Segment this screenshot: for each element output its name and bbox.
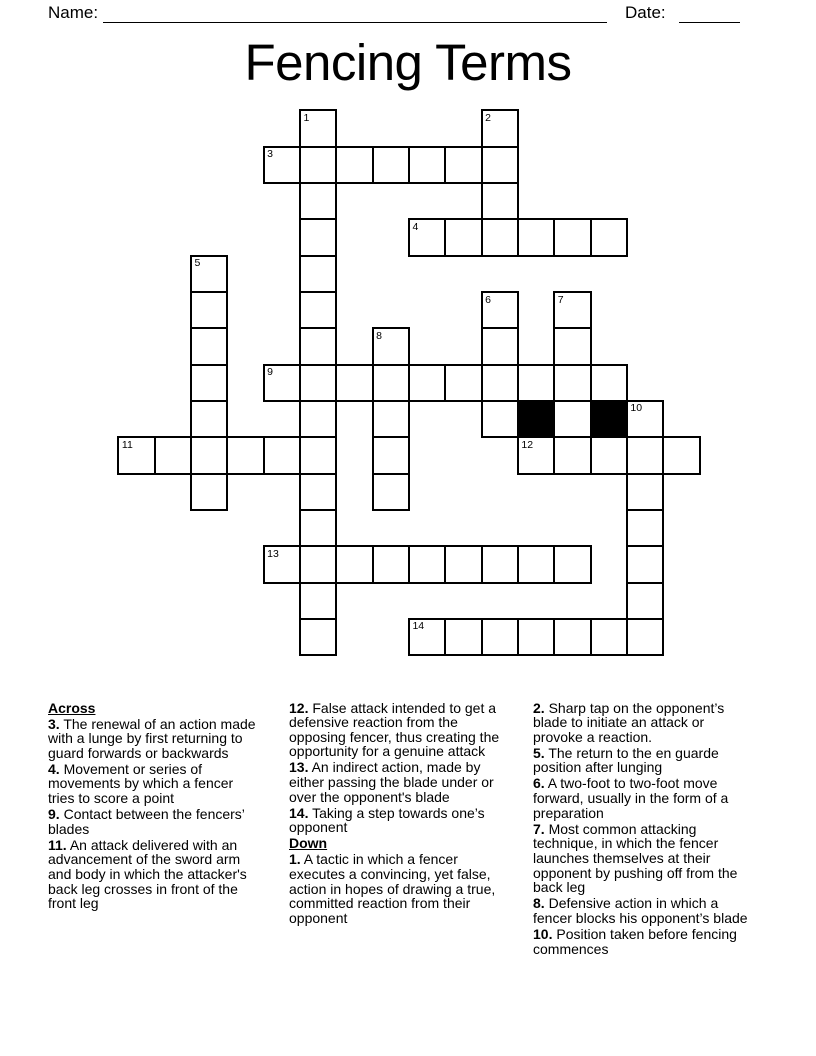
grid-cell-r14c10[interactable] [481, 618, 519, 656]
grid-cell-r3c12[interactable] [553, 218, 591, 256]
grid-cell-r12c8[interactable] [408, 545, 446, 583]
clue-num-label: 10. [533, 925, 553, 942]
clue-number-4: 4 [412, 220, 419, 233]
grid-cell-r12c12[interactable] [553, 545, 591, 583]
grid-cell-r4c2[interactable] [190, 255, 228, 293]
down-header: Down [289, 835, 328, 852]
clue-number-1: 1 [303, 111, 310, 124]
clue-12: 12. False attack intended to get a defensive reaction from the opposing fencer, thus creating the opportunity for a genuine attack [289, 699, 500, 760]
clue-num-label: 11. [48, 836, 67, 853]
grid-cell-r5c5[interactable] [299, 291, 337, 329]
grid-cell-r8c5[interactable] [299, 400, 337, 438]
across-header: Across [48, 699, 96, 716]
grid-cell-r1c9[interactable] [444, 146, 482, 184]
grid-cell-r6c12[interactable] [553, 327, 591, 365]
clues-column-1 [48, 699, 256, 911]
grid-cell-r8c10[interactable] [481, 400, 519, 438]
grid-cell-r7c7[interactable] [372, 364, 410, 402]
clue-number-8: 8 [376, 329, 382, 342]
grid-cell-r1c8[interactable] [408, 146, 446, 184]
grid-cell-r7c11[interactable] [517, 364, 555, 402]
grid-cell-r12c6[interactable] [335, 545, 373, 583]
grid-cell-r1c4[interactable] [263, 146, 301, 184]
clue-num-label: 5. [533, 744, 545, 761]
clue-number-11: 11 [121, 438, 133, 451]
grid-cell-r9c12[interactable] [553, 436, 591, 474]
clue-3: 3. The renewal of an action made with a lunge by first returning to guard forwards or backwards [48, 715, 256, 761]
clue-num-label: 4. [48, 760, 60, 777]
grid-cell-r0c5[interactable] [299, 109, 337, 147]
clues-column-2 [289, 699, 510, 925]
grid-cell-r3c13[interactable] [590, 218, 628, 256]
grid-cell-r3c5[interactable] [299, 218, 337, 256]
grid-cell-r7c6[interactable] [335, 364, 373, 402]
grid-cell-r12c7[interactable] [372, 545, 410, 583]
grid-cell-r9c5[interactable] [299, 436, 337, 474]
clue-num-label: 13. [289, 759, 309, 776]
grid-cell-r8c14[interactable] [626, 400, 664, 438]
grid-cell-r3c9[interactable] [444, 218, 482, 256]
grid-cell-r4c5[interactable] [299, 255, 337, 293]
grid-cell-r9c4[interactable] [263, 436, 301, 474]
clue-2: 2. Sharp tap on the opponent’s blade to initiate an attack or provoke a reaction. [533, 699, 725, 745]
grid-cell-r9c11[interactable] [517, 436, 555, 474]
blocked-cell-r8c13 [590, 400, 628, 438]
clues-column-3 [533, 699, 756, 956]
grid-cell-r1c7[interactable] [372, 146, 410, 184]
clue-11: 11. An attack delivered with an advancement of the sword arm and body in which the attacker's back leg crosses in front of the front leg [48, 836, 247, 912]
clue-number-13: 13 [267, 547, 279, 560]
clue-number-12: 12 [521, 438, 534, 451]
clue-14: 14. Taking a step towards one’s opponent [289, 804, 485, 836]
grid-cell-r6c7[interactable] [372, 327, 410, 365]
grid-cell-r3c10[interactable] [481, 218, 519, 256]
date-label: Date: [625, 3, 666, 22]
grid-cell-r7c5[interactable] [299, 364, 337, 402]
grid-cell-r14c8[interactable] [408, 618, 446, 656]
grid-cell-r6c10[interactable] [481, 327, 519, 365]
clue-number-2: 2 [485, 111, 491, 124]
grid-cell-r10c5[interactable] [299, 473, 337, 511]
grid-cell-r1c5[interactable] [299, 146, 337, 184]
grid-cell-r3c11[interactable] [517, 218, 555, 256]
clue-number-14: 14 [412, 620, 425, 633]
clue-7: 7. Most common attacking technique, in which the fencer launches themselves at their opponent by pushing off from the back leg [533, 820, 738, 896]
grid-cell-r11c5[interactable] [299, 509, 337, 547]
grid-cell-r9c3[interactable] [226, 436, 264, 474]
grid-cell-r11c14[interactable] [626, 509, 664, 547]
grid-cell-r8c2[interactable] [190, 400, 228, 438]
grid-cell-r7c9[interactable] [444, 364, 482, 402]
grid-cell-r10c7[interactable] [372, 473, 410, 511]
grid-cell-r9c0[interactable] [117, 436, 155, 474]
grid-cell-r12c14[interactable] [626, 545, 664, 583]
grid-cell-r10c2[interactable] [190, 473, 228, 511]
clue-num-label: 6. [533, 775, 545, 792]
grid-cell-r12c10[interactable] [481, 545, 519, 583]
grid-cell-r9c13[interactable] [590, 436, 628, 474]
blocked-cell-r8c11 [517, 400, 555, 438]
clue-number-5: 5 [194, 257, 201, 270]
grid-cell-r12c5[interactable] [299, 545, 337, 583]
grid-cell-r12c9[interactable] [444, 545, 482, 583]
grid-cell-r13c5[interactable] [299, 582, 337, 620]
grid-cell-r0c10[interactable] [481, 109, 519, 147]
grid-cell-r9c1[interactable] [154, 436, 192, 474]
grid-cell-r7c4[interactable] [263, 364, 301, 402]
clue-4: 4. Movement or series of movements by which a fencer tries to score a point [48, 760, 234, 807]
clue-num-label: 2. [533, 699, 545, 716]
clue-number-3: 3 [267, 148, 274, 161]
clue-5: 5. The return to the en guarde position after lunging [533, 744, 719, 776]
grid-cell-r14c5[interactable] [299, 618, 337, 656]
clue-6: 6. A two-foot to two-foot move forward, usually in the form of a preparation [533, 775, 729, 821]
grid-cell-r8c7[interactable] [372, 400, 410, 438]
grid-cell-r14c13[interactable] [590, 618, 628, 656]
grid-cell-r9c7[interactable] [372, 436, 410, 474]
clue-number-9: 9 [267, 366, 274, 379]
grid-cell-r9c14[interactable] [626, 436, 664, 474]
grid-cell-r12c11[interactable] [517, 545, 555, 583]
grid-cell-r6c2[interactable] [190, 327, 228, 365]
grid-cell-r14c12[interactable] [553, 618, 591, 656]
grid-cell-r10c14[interactable] [626, 473, 664, 511]
grid-cell-r1c6[interactable] [335, 146, 373, 184]
grid-cell-r14c9[interactable] [444, 618, 482, 656]
clue-num-label: 9. [48, 806, 60, 823]
grid-cell-r12c4[interactable] [263, 545, 301, 583]
clue-10: 10. Position taken before fencing commences [533, 925, 737, 957]
grid-cell-r7c13[interactable] [590, 364, 628, 402]
grid-cell-r7c8[interactable] [408, 364, 446, 402]
grid-cell-r7c10[interactable] [481, 364, 519, 402]
clue-1: 1. A tactic in which a fencer executes a convincing, yet false, action in hopes of drawing a true, committed reaction from their opponent [289, 851, 496, 926]
grid-cell-r8c12[interactable] [553, 400, 591, 438]
grid-cell-r5c12[interactable] [553, 291, 591, 329]
clue-number-7: 7 [557, 293, 564, 306]
clue-num-label: 8. [533, 895, 545, 912]
clue-num-label: 14. [289, 804, 309, 821]
grid-cell-r7c12[interactable] [553, 364, 591, 402]
grid-cell-r5c2[interactable] [190, 291, 228, 329]
grid-cell-r14c11[interactable] [517, 618, 555, 656]
clue-num-label: 7. [533, 820, 545, 837]
grid-cell-r13c14[interactable] [626, 582, 664, 620]
clue-number-6: 6 [485, 293, 491, 306]
grid-cell-r9c2[interactable] [190, 436, 228, 474]
clue-8: 8. Defensive action in which a fencer blocks his opponent’s blade [533, 895, 748, 926]
grid-cell-r2c10[interactable] [481, 182, 519, 220]
clue-num-label: 3. [48, 715, 60, 732]
clue-number-10: 10 [630, 402, 643, 415]
grid-cell-r9c15[interactable] [662, 436, 700, 474]
grid-cell-r5c10[interactable] [481, 291, 519, 329]
grid-cell-r1c10[interactable] [481, 146, 519, 184]
grid-cell-r2c5[interactable] [299, 182, 337, 220]
grid-cell-r6c5[interactable] [299, 327, 337, 365]
clue-9: 9. Contact between the fencers’ blades [48, 806, 245, 837]
puzzle-title: Fencing Terms [244, 34, 572, 91]
clue-num-label: 1. [289, 851, 301, 868]
grid-cell-r3c8[interactable] [408, 218, 446, 256]
clue-13: 13. An indirect action, made by either passing the blade under or over the opponent's blade [289, 759, 494, 805]
name-label: Name: [48, 3, 99, 22]
grid-cell-r7c2[interactable] [190, 364, 228, 402]
grid-cell-r14c14[interactable] [626, 618, 664, 656]
clue-num-label: 12. [289, 699, 309, 716]
